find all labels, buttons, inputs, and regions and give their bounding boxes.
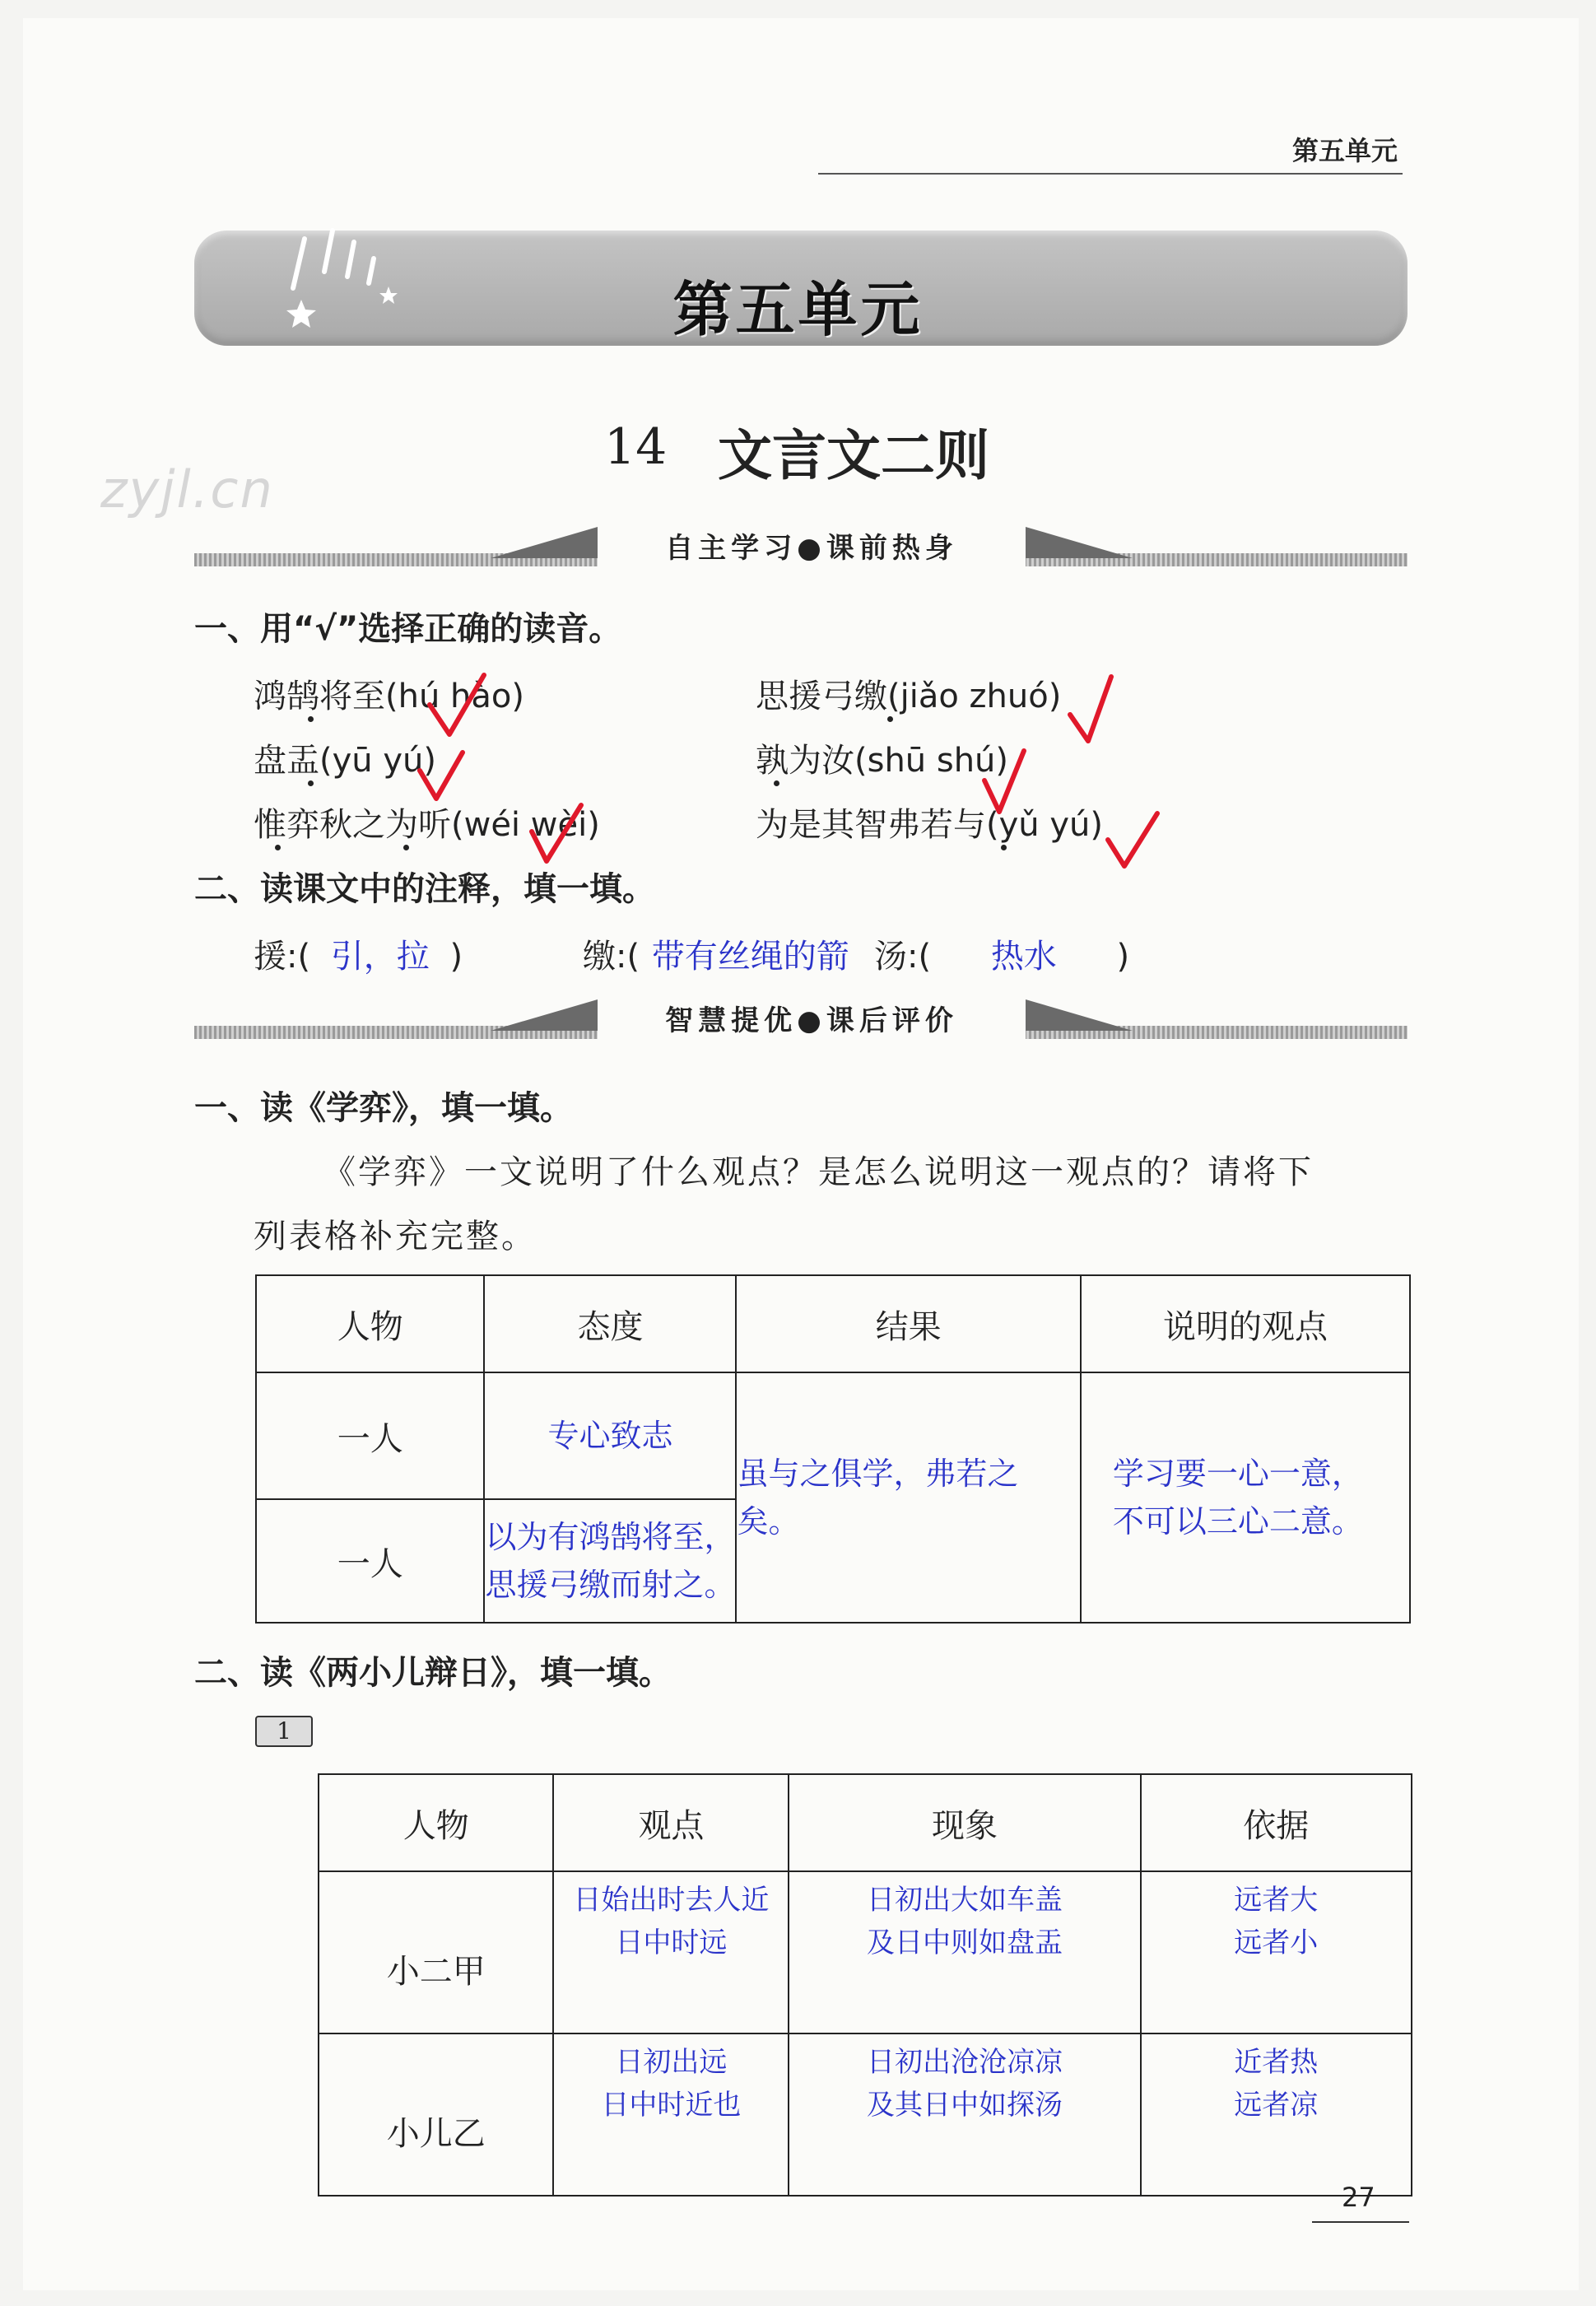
prompt-text: 《学弈》一文说明了什么观点？是怎么说明这一观点的？请将下 — [323, 1153, 1314, 1191]
person-cell: 小二甲 — [319, 1871, 553, 2033]
phenomenon-answer: 日初出沧沧凉凉 — [866, 2046, 1063, 2079]
attitude-answer: 以为有鸿鹄将至， — [485, 1519, 736, 1555]
sub-question-number: 1 — [255, 1716, 313, 1747]
table-row — [319, 2033, 1412, 2196]
phenomenon-answer: 日初出大如车盖 — [866, 1884, 1063, 1917]
view-answer: 日中时近也 — [601, 2089, 742, 2122]
gloss-answer: 带有丝绳的箭 — [651, 938, 849, 976]
gloss-label: 缴:( — [583, 938, 640, 976]
pinyin-item: 鸿鹄将至(hú hào) — [254, 678, 524, 715]
pinyin-item: 思援弓缴(jiǎo zhuó) — [756, 678, 1062, 715]
emphasis-dot — [308, 716, 314, 722]
attitude-answer: 专心致志 — [484, 1372, 736, 1499]
question-heading: 二、读课文中的注释，填一填。 — [194, 870, 655, 908]
section-bar-review — [194, 999, 1408, 1051]
basis-answer: 近者热 — [1234, 2046, 1319, 2079]
viewpoint-answer: 学习要一心一意， — [1112, 1456, 1363, 1492]
view-answer: 日初出远 — [615, 2046, 728, 2079]
viewpoint-answer: 不可以三心二意。 — [1112, 1503, 1363, 1540]
table-header: 人物 — [319, 1774, 553, 1871]
pinyin-item: 盘盂(yū yú) — [254, 742, 436, 780]
gloss-label: 汤:( — [874, 938, 932, 976]
gloss-answer: 引，拉 — [330, 938, 430, 976]
gloss-answer: 热水 — [990, 938, 1057, 976]
emphasis-dot — [774, 780, 779, 786]
phenomenon-answer: 及日中则如盘盂 — [866, 1926, 1063, 1959]
basis-answer: 远者小 — [1234, 1926, 1319, 1959]
section-label: 自主学习●课前热身 — [598, 530, 1026, 566]
prompt-text: 列表格补充完整。 — [254, 1218, 537, 1255]
emphasis-dot — [403, 845, 409, 850]
gloss-close: ) — [1116, 938, 1130, 976]
view-answer: 日中时远 — [615, 1926, 728, 1959]
table-row — [319, 1871, 1412, 2033]
table-header: 人物 — [256, 1275, 484, 1372]
pinyin-item: 孰为汝(shū shú) — [756, 742, 1009, 780]
section-bar-preview — [194, 527, 1408, 578]
liangxiaoer-table — [318, 1773, 1412, 2197]
person-cell: 小儿乙 — [319, 2033, 553, 2196]
xueyi-table — [255, 1274, 1411, 1624]
gloss-close: ) — [449, 938, 463, 976]
running-header: 第五单元 — [1292, 135, 1398, 166]
table-header: 态度 — [484, 1275, 736, 1372]
pinyin-item: 惟弈秋之为听(wéi wèi) — [254, 806, 600, 844]
person-cell: 一人 — [256, 1372, 484, 1499]
emphasis-dot — [887, 716, 893, 722]
attitude-answer: 思援弓缴而射之。 — [485, 1567, 736, 1603]
emphasis-dot — [275, 845, 281, 850]
question-heading: 二、读《两小儿辩日》，填一填。 — [194, 1654, 672, 1692]
phenomenon-answer: 及其日中如探汤 — [866, 2089, 1063, 2122]
lesson-number: 14 — [604, 418, 668, 476]
unit-banner-title: 第五单元 — [672, 274, 924, 344]
table-header: 观点 — [553, 1774, 789, 1871]
header-rule — [818, 173, 1403, 175]
pinyin-item: 为是其智弗若与(yǔ yú) — [756, 806, 1103, 844]
page-number-rule — [1312, 2221, 1409, 2223]
gloss-label: 援:( — [254, 938, 311, 976]
lesson-title: 文言文二则 — [718, 423, 989, 487]
emphasis-dot — [308, 780, 314, 786]
result-answer: 虽与之俱学，弗若之矣。 — [736, 1372, 1080, 1623]
page-number: 27 — [1342, 2182, 1375, 2213]
table-header: 结果 — [736, 1275, 1080, 1372]
table-header: 说明的观点 — [1081, 1275, 1410, 1372]
section-label: 智慧提优●课后评价 — [598, 1003, 1026, 1039]
emphasis-dot — [1001, 845, 1007, 850]
question-heading: 一、读《学弈》，填一填。 — [194, 1089, 573, 1127]
table-header: 现象 — [789, 1774, 1140, 1871]
basis-answer: 远者大 — [1234, 1884, 1319, 1917]
person-cell: 一人 — [256, 1499, 484, 1623]
view-answer: 日始出时去人近 — [573, 1884, 770, 1917]
basis-answer: 远者凉 — [1234, 2089, 1319, 2122]
watermark: zyjl.cn — [100, 459, 274, 519]
question-heading: 一、用“√”选择正确的读音。 — [194, 610, 622, 648]
table-header: 依据 — [1141, 1774, 1412, 1871]
